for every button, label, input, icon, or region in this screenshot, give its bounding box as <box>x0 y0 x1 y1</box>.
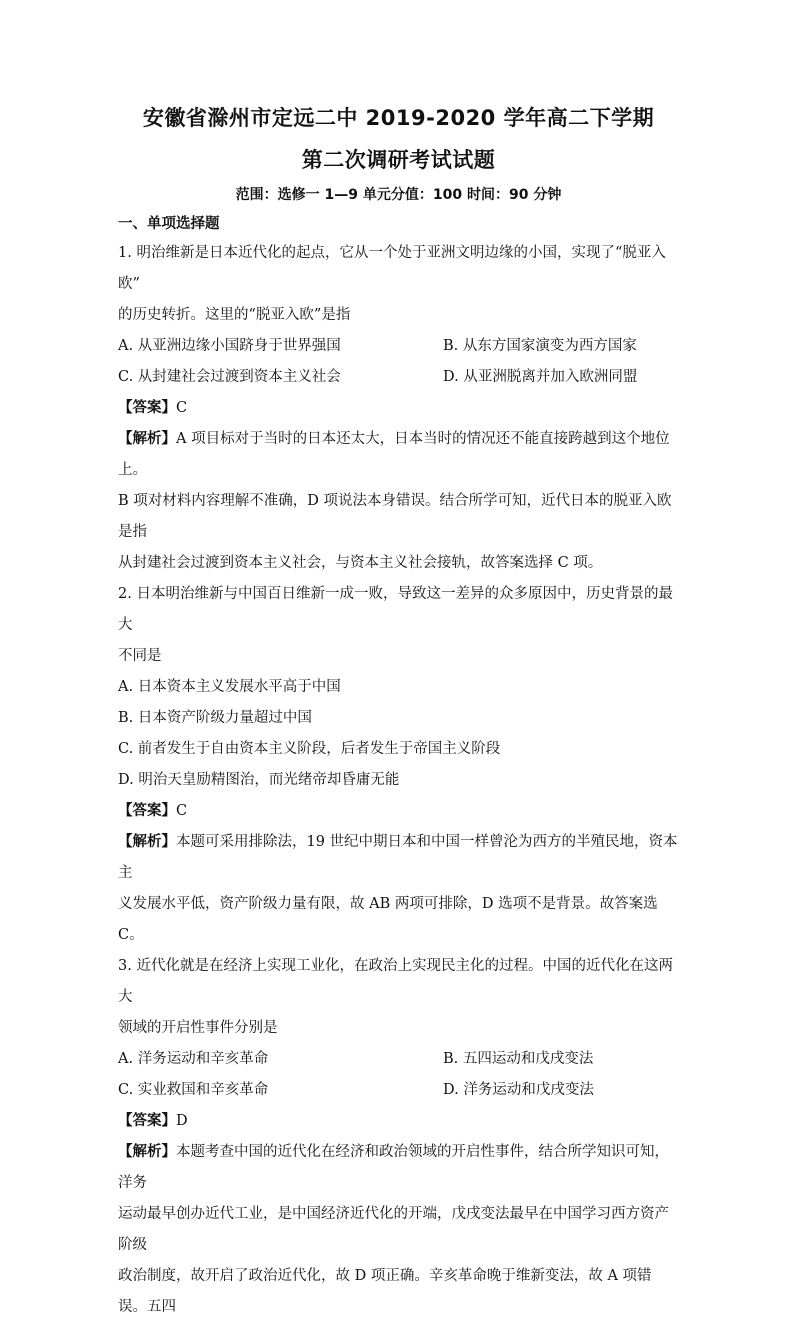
question-1-option-b: B. 从东方国家演变为西方国家 <box>443 337 637 354</box>
question-2-options <box>118 672 679 796</box>
question-3-option-d: D. 洋务运动和戊戌变法 <box>443 1081 594 1098</box>
question-2-answer <box>118 796 679 827</box>
question-1-analysis <box>118 424 679 579</box>
analysis-tag: 【解析】 <box>118 833 176 850</box>
question-1-options <box>118 331 679 393</box>
question-3-stem-line2: 领域的开启性事件分别是 <box>118 1019 278 1036</box>
question-2-stem-line1: 2. 日本明治维新与中国百日维新一成一败，导致这一差异的众多原因中，历史背景的最大 <box>118 585 673 633</box>
analysis-line <box>118 1137 679 1199</box>
analysis-line: 从封建社会过渡到资本主义社会，与资本主义社会接轨，故答案选择 C 项。 <box>118 554 603 571</box>
analysis-text: A 项目标对于当时的日本还太大，日本当时的情况还不能直接跨越到这个地位上。 <box>118 430 670 478</box>
analysis-text: 本题可采用排除法，19 世纪中期日本和中国一样曾沦为西方的半殖民地，资本主 <box>118 833 678 881</box>
question-3-option-a: A. 洋务运动和辛亥革命 <box>118 1050 269 1067</box>
question-1-option-a: A. 从亚洲边缘小国跻身于世界强国 <box>118 337 341 354</box>
question-3-option-c: C. 实业救国和辛亥革命 <box>118 1081 269 1098</box>
answer-tag: 【答案】 <box>118 802 176 819</box>
question-1-stem-line2: 的历史转折。这里的“脱亚入欧”是指 <box>118 306 351 323</box>
question-3-analysis <box>118 1137 679 1323</box>
analysis-tag: 【解析】 <box>118 430 176 447</box>
answer-value: D <box>176 1112 188 1129</box>
question-2-stem-line2: 不同是 <box>118 647 162 664</box>
answer-value: C <box>176 802 188 819</box>
analysis-line: B 项对材料内容理解不准确，D 项说法本身错误。结合所学可知，近代日本的脱亚入欧是指 <box>118 492 672 540</box>
question-2-analysis <box>118 827 679 951</box>
question-3 <box>118 951 679 1323</box>
analysis-line <box>118 827 679 889</box>
answer-value: C <box>176 399 188 416</box>
title-line1: 安徽省滁州市定远二中 2019-2020 学年高二下学期 <box>142 106 655 130</box>
question-1-answer <box>118 393 679 424</box>
question-1-stem-line1: 1. 明治维新是日本近代化的起点，它从一个处于亚洲文明边缘的小国，实现了“脱亚入欧” <box>118 244 666 292</box>
analysis-line: 政治制度，故开启了政治近代化，故 D 项正确。辛亥革命晚于维新变法，故 A 项错误。五四 <box>118 1267 652 1315</box>
question-3-options <box>118 1044 679 1106</box>
question-2 <box>118 579 679 951</box>
question-1-option-c: C. 从封建社会过渡到资本主义社会 <box>118 368 341 385</box>
exam-subtitle: 范围：选修一 1—9 单元分值：100 时间：90 分钟 <box>235 187 562 203</box>
question-2-option-d: D. 明治天皇励精图治，而光绪帝却昏庸无能 <box>118 771 400 788</box>
answer-tag: 【答案】 <box>118 1112 176 1129</box>
question-1 <box>118 238 679 579</box>
question-3-stem-line1: 3. 近代化就是在经济上实现工业化，在政治上实现民主化的过程。中国的近代化在这两大 <box>118 957 673 1005</box>
answer-tag: 【答案】 <box>118 399 176 416</box>
question-2-option-c: C. 前者发生于自由资本主义阶段，后者发生于帝国主义阶段 <box>118 740 501 757</box>
analysis-line <box>118 424 679 486</box>
question-1-option-d: D. 从亚洲脱离并加入欧洲同盟 <box>443 368 638 385</box>
question-3-option-b: B. 五四运动和戊戌变法 <box>443 1050 594 1067</box>
analysis-line: 运动最早创办近代工业，是中国经济近代化的开端，戊戌变法最早在中国学习西方资产阶级 <box>118 1205 669 1253</box>
section-title: 一、单项选择题 <box>118 216 220 232</box>
title-line2: 第二次调研考试试题 <box>301 148 496 172</box>
question-2-option-b: B. 日本资产阶级力量超过中国 <box>118 709 312 726</box>
analysis-line: 义发展水平低，资产阶级力量有限，故 AB 两项可排除，D 选项不是背景。故答案选 C。 <box>118 895 658 943</box>
analysis-tag: 【解析】 <box>118 1143 176 1160</box>
analysis-text: 本题考查中国的近代化在经济和政治领域的开启性事件，结合所学知识可知，洋务 <box>118 1143 669 1191</box>
question-3-answer <box>118 1106 679 1137</box>
question-2-option-a: A. 日本资本主义发展水平高于中国 <box>118 678 341 695</box>
